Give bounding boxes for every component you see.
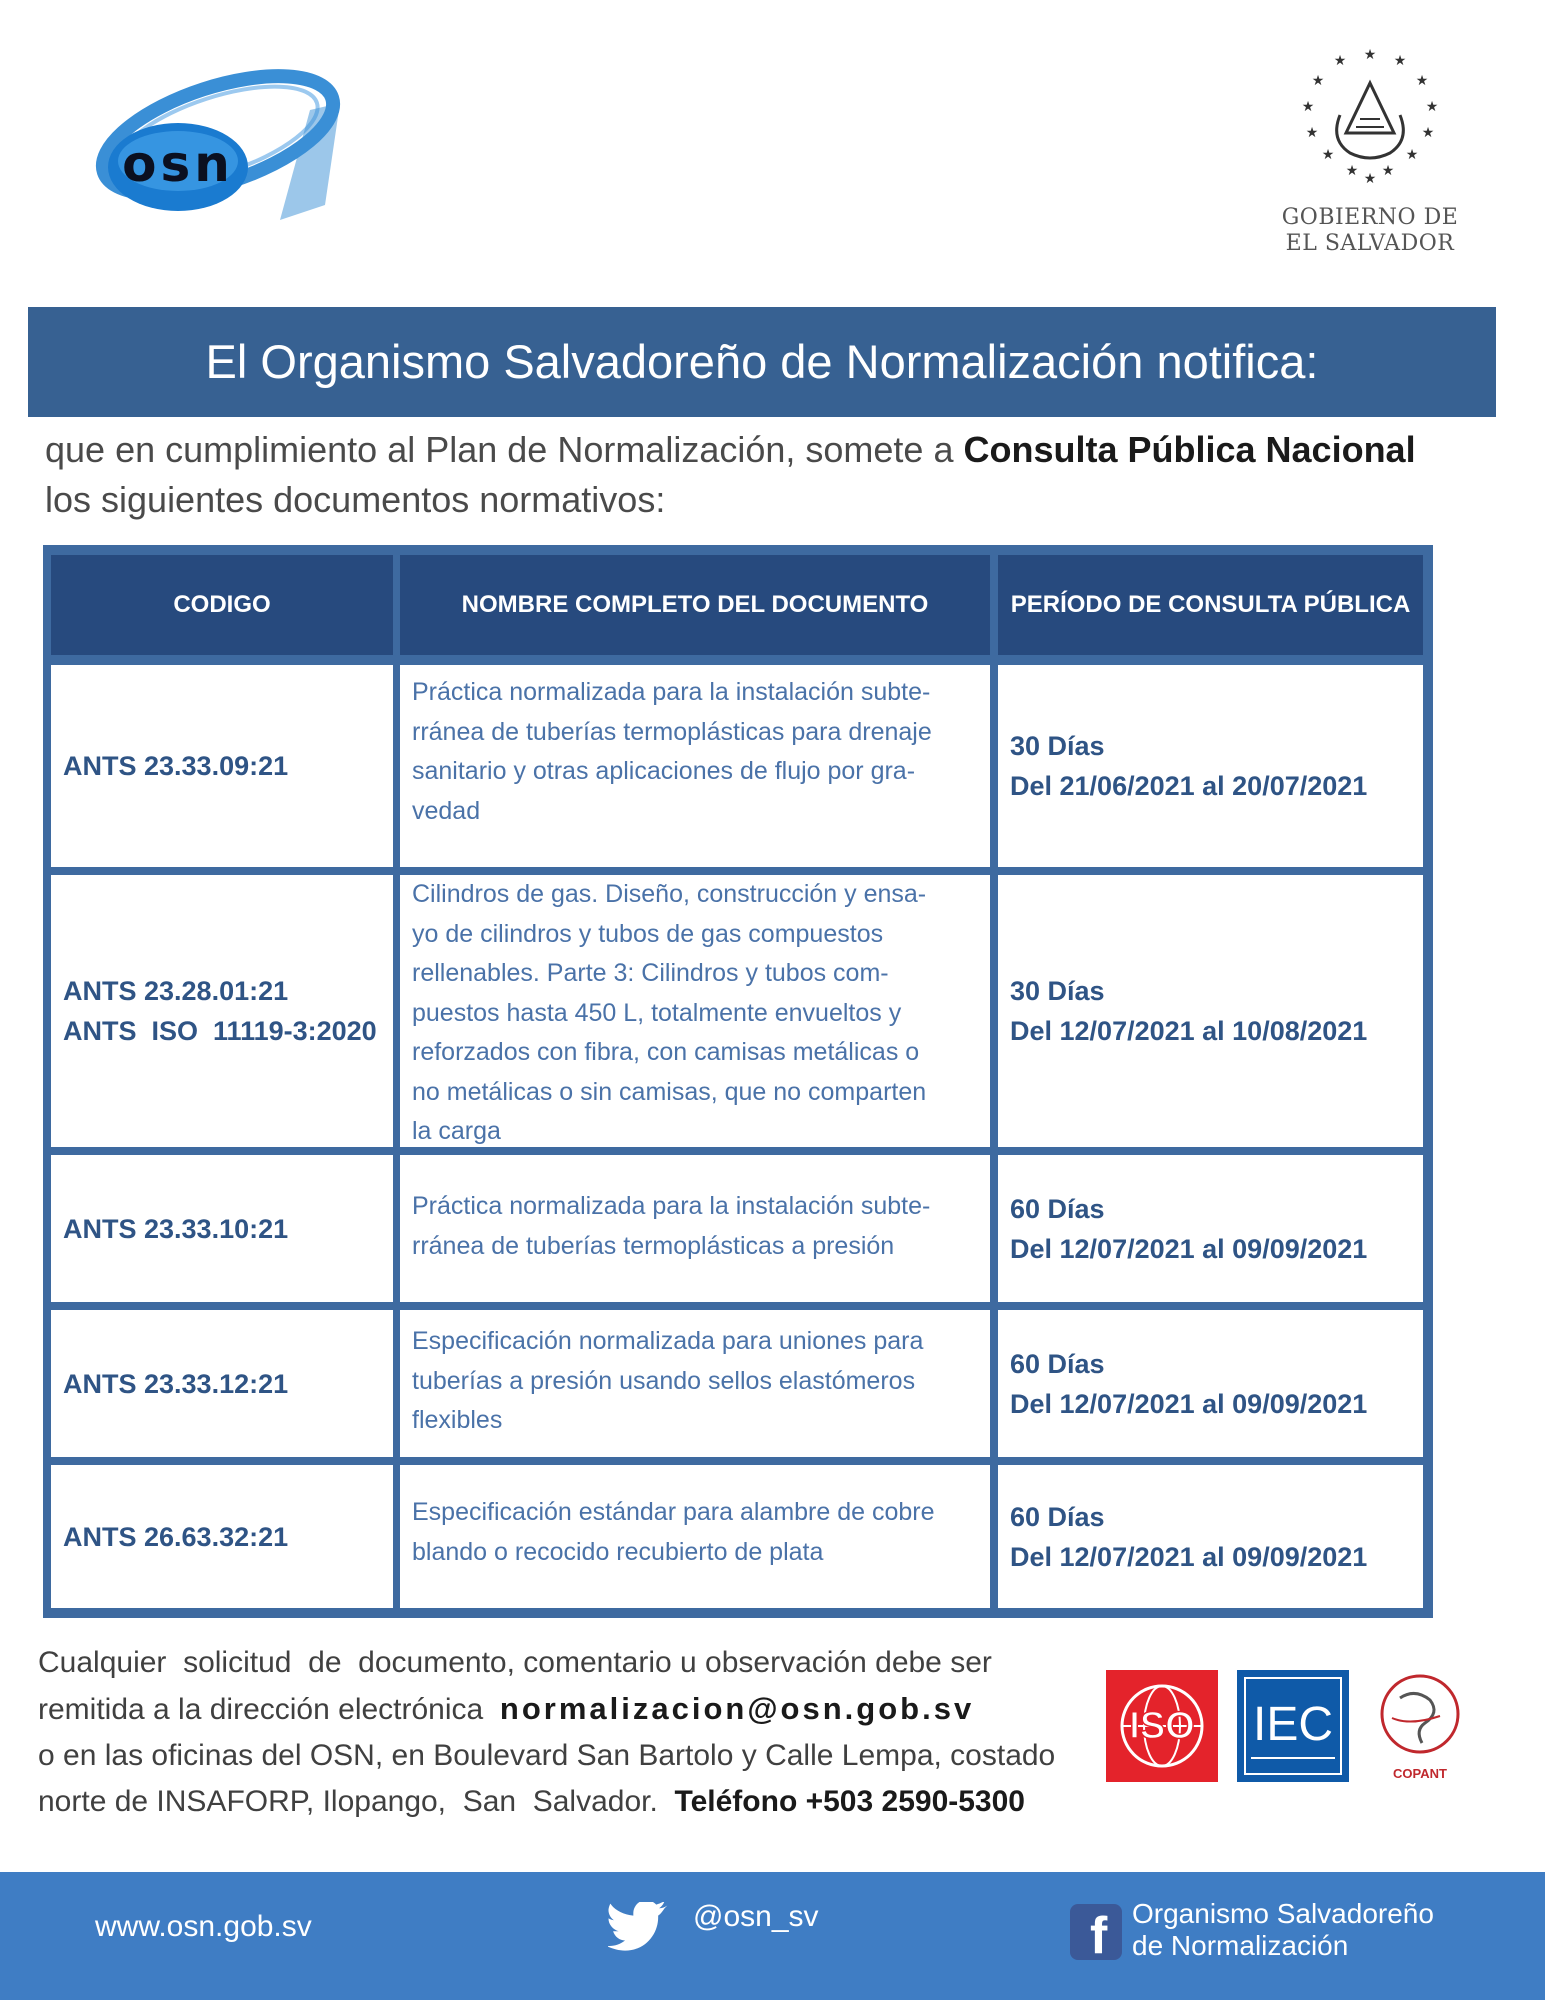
table-row-3-name [400, 1155, 990, 1302]
contact-line4 [38, 1779, 1078, 1825]
svg-text:★: ★ [1301, 98, 1315, 114]
code-line: ANTS 23.33.09:21 [63, 751, 289, 781]
period-days: 60 Días [1010, 1193, 1105, 1224]
code-line: ANTS ISO 11119-3:2020 [63, 1016, 377, 1046]
period-days: 60 Días [1010, 1348, 1105, 1379]
gov-text-line2: EL SALVADOR [1285, 231, 1455, 256]
svg-text:★: ★ [1333, 52, 1347, 68]
contact-line2-text: remitida a la dirección electrónica [38, 1693, 500, 1726]
contact-line2 [38, 1686, 1078, 1733]
header-periodo: PERÍODO DE CONSULTA PÚBLICA [998, 555, 1423, 655]
footer [0, 1872, 1545, 2000]
table-row-3-code [51, 1155, 393, 1302]
name-line: la carga [412, 1117, 501, 1145]
svg-text:★: ★ [1305, 124, 1319, 140]
name-line: rránea de tuberías termoplásticas a presión [412, 1231, 895, 1260]
table-row-5-name [400, 1465, 990, 1608]
svg-text:★: ★ [1363, 46, 1377, 62]
gov-text [1250, 205, 1490, 257]
svg-text:★: ★ [1415, 72, 1429, 88]
table-row-2-name [400, 875, 990, 1147]
table-row-4-name [400, 1310, 990, 1457]
table-row-1-code [51, 665, 393, 867]
period-dates: Del 12/07/2021 al 09/09/2021 [1010, 1388, 1368, 1419]
svg-text:★: ★ [1321, 146, 1335, 162]
name-line: Especificación estándar para alambre de cobre [412, 1498, 935, 1526]
period-days: 60 Días [1010, 1501, 1105, 1532]
name-line: rellenables. Parte 3: Cilindros y tubos com- [412, 959, 889, 987]
code-line: ANTS 23.33.12:21 [63, 1368, 289, 1399]
period-dates: Del 21/06/2021 al 20/07/2021 [1010, 771, 1368, 801]
svg-text:★: ★ [1363, 170, 1377, 185]
intro-line2: los siguientes documentos normativos: [45, 479, 666, 520]
intro-line1 [45, 425, 1505, 475]
svg-text:★: ★ [1393, 52, 1407, 68]
table-row-4-period [998, 1310, 1423, 1457]
name-line: Especificación normalizada para uniones para [412, 1327, 924, 1355]
svg-text:★: ★ [1405, 146, 1419, 162]
gov-seal-logo [1290, 45, 1450, 185]
copant-logo [1370, 1668, 1470, 1788]
contact-phone: Teléfono +503 2590-5300 [674, 1785, 1025, 1818]
footer-facebook-link[interactable] [1132, 1898, 1434, 1962]
facebook-icon[interactable]: f [1070, 1904, 1122, 1960]
footer-website-link[interactable]: www.osn.gob.sv [95, 1910, 312, 1943]
documents-table [43, 545, 1433, 1618]
notice-title: El Organismo Salvadoreño de Normalización notifica: [205, 335, 1319, 388]
period-days: 30 Días [1010, 976, 1105, 1006]
name-line: sanitario y otras aplicaciones de flujo por gra- [412, 757, 916, 785]
period-days: 30 Días [1010, 731, 1105, 761]
contact-email-link[interactable]: normalizacion@osn.gob.sv [499, 1691, 975, 1726]
iso-logo-text: ISO [1129, 1705, 1195, 1747]
contact-line4-text: norte de INSAFORP, Ilopango, San Salvador. [38, 1785, 675, 1818]
name-line: Práctica normalizada para la instalación subte- [412, 1192, 931, 1220]
svg-text:★: ★ [1311, 72, 1325, 88]
name-line: tuberías a presión usando sellos elastómeros [412, 1366, 916, 1395]
name-line: flexibles [412, 1406, 503, 1434]
code-line: ANTS 23.33.10:21 [63, 1213, 289, 1244]
svg-text:★: ★ [1421, 124, 1435, 140]
table-row-1-name [400, 665, 990, 867]
intro-line1-text: que en cumplimiento al Plan de Normalización, somete a [45, 429, 964, 470]
copant-logo-text: COPANT [1393, 1766, 1447, 1781]
period-dates: Del 12/07/2021 al 10/08/2021 [1010, 1016, 1368, 1046]
name-line: Cilindros de gas. Diseño, construcción y ensa- [412, 880, 927, 908]
svg-text:★: ★ [1381, 162, 1395, 178]
twitter-icon[interactable] [608, 1902, 668, 1954]
table-row-1-period [998, 665, 1423, 867]
table-row-5-period [998, 1465, 1423, 1608]
name-line: no metálicas o sin camisas, que no comparten [412, 1077, 927, 1106]
iec-logo-text: IEC [1252, 1698, 1334, 1751]
table-row-3-period [998, 1155, 1423, 1302]
name-line: reforzados con fibra, con camisas metálicas o [412, 1038, 920, 1066]
period-dates: Del 12/07/2021 al 09/09/2021 [1010, 1541, 1368, 1572]
contact-paragraph [38, 1640, 1078, 1825]
name-line: Práctica normalizada para la instalación subte- [412, 678, 931, 706]
contact-line3: o en las oficinas del OSN, en Boulevard San Bartolo y Calle Lempa, costado [38, 1739, 1056, 1772]
table-row-2-period [998, 875, 1423, 1147]
osn-logo-text: osn [122, 135, 234, 193]
osn-logo [70, 55, 350, 230]
footer-twitter-handle[interactable]: @osn_sv [693, 1900, 819, 1933]
facebook-line1: Organismo Salvadoreño [1132, 1898, 1434, 1929]
iec-logo [1237, 1670, 1349, 1782]
facebook-line2: de Normalización [1132, 1930, 1349, 1961]
intro-consulta-label: Consulta Pública Nacional [963, 429, 1416, 470]
header-codigo: CODIGO [51, 555, 393, 655]
name-line: blando o recocido recubierto de plata [412, 1537, 824, 1566]
name-line: rránea de tuberías termoplásticas para drenaje [412, 717, 932, 746]
table-row-5-code [51, 1465, 393, 1608]
svg-text:★: ★ [1345, 162, 1359, 178]
iso-logo [1106, 1670, 1218, 1782]
name-line: puestos hasta 450 L, totalmente envueltos y [412, 998, 902, 1027]
svg-text:★: ★ [1425, 98, 1439, 114]
name-line: vedad [412, 796, 481, 825]
header-nombre: NOMBRE COMPLETO DEL DOCUMENTO [400, 555, 990, 655]
gov-text-line1: GOBIERNO DE [1281, 205, 1459, 230]
table-row-2-code [51, 875, 393, 1147]
table-row-4-code [51, 1310, 393, 1457]
code-line: ANTS 26.63.32:21 [63, 1521, 289, 1552]
name-line: yo de cilindros y tubos de gas compuestos [412, 919, 884, 948]
code-line: ANTS 23.28.01:21 [63, 976, 289, 1006]
intro-paragraph [45, 425, 1505, 525]
period-dates: Del 12/07/2021 al 09/09/2021 [1010, 1233, 1368, 1264]
contact-line1: Cualquier solicitud de documento, comentario u observación debe ser [38, 1646, 992, 1679]
